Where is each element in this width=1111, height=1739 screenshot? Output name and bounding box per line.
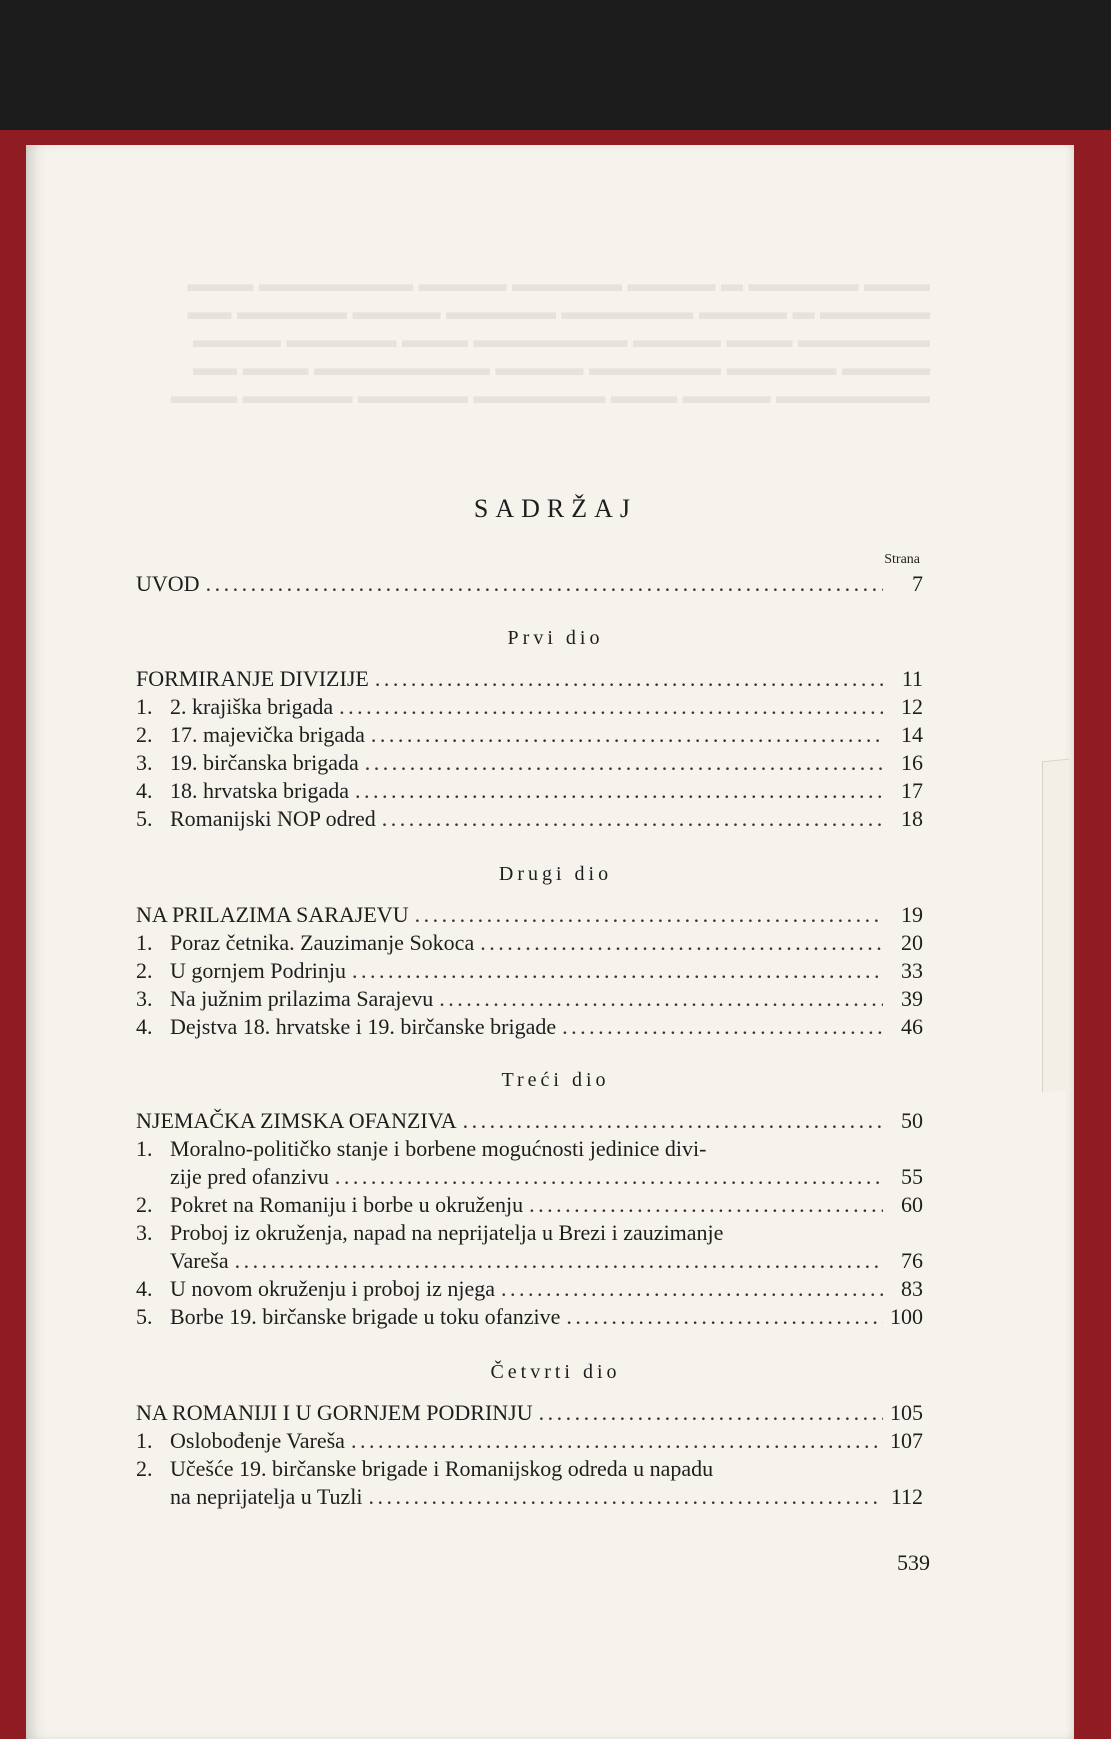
entry-number: 1. (136, 930, 153, 955)
entry-number: 4. (136, 778, 153, 803)
entry-number: 1. (136, 1428, 153, 1453)
toc-section (136, 901, 923, 929)
leader-dots (539, 1399, 883, 1427)
entry-number: 5. (136, 1304, 153, 1329)
toc-entry (136, 1013, 923, 1041)
toc-intro (136, 570, 923, 598)
part-label: Treći dio (501, 1069, 610, 1091)
section-title: NA ROMANIJI I U GORNJEM PODRINJU (136, 1400, 533, 1425)
leader-dots (382, 805, 883, 833)
entry-title: Poraz četnika. Zauzimanje Sokoca (170, 930, 475, 955)
entry-title: Učešće 19. birčanske brigade i Romanijskog odreda u napadu (170, 1456, 714, 1481)
section-page: 50 (901, 1108, 923, 1133)
entry-page: 107 (890, 1428, 923, 1453)
entry-title: Oslobođenje Vareša (170, 1428, 345, 1453)
entry-number: 3. (136, 1220, 153, 1245)
leader-dots (439, 985, 883, 1013)
entry-page: 100 (890, 1304, 923, 1329)
entry-number: 2. (136, 958, 153, 983)
toc-intro-page: 7 (912, 571, 923, 596)
entry-title: Dejstva 18. hrvatske i 19. birčanske brigade (170, 1014, 557, 1039)
strana-label: Strana (884, 552, 920, 567)
entry-page: 14 (901, 722, 923, 747)
entry-title: U gornjem Podrinju (170, 958, 346, 983)
entry-page: 12 (901, 694, 923, 719)
entry-number: 5. (136, 806, 153, 831)
toc-entry (136, 1427, 923, 1455)
leader-dots (235, 1247, 883, 1275)
leader-dots (352, 957, 883, 985)
part-label: Četvrti dio (490, 1361, 621, 1383)
part-label: Prvi dio (507, 627, 604, 649)
entry-title: Pokret na Romaniju i borbe u okruženju (170, 1192, 524, 1217)
entry-title: 19. birčanska brigada (170, 750, 359, 775)
toc-entry (136, 1191, 923, 1219)
section-page: 105 (890, 1400, 923, 1425)
leader-dots (339, 693, 883, 721)
paper-fold (1042, 759, 1069, 1093)
leader-dots (375, 665, 883, 693)
toc-entry (136, 777, 923, 805)
toc-entry (136, 1455, 923, 1483)
leader-dots (351, 1427, 883, 1455)
entry-title-continued: na neprijatelja u Tuzli (170, 1484, 363, 1509)
section-page: 19 (901, 902, 923, 927)
entry-number: 4. (136, 1014, 153, 1039)
entry-page: 76 (901, 1248, 923, 1273)
entry-number: 1. (136, 1136, 153, 1161)
entry-page: 55 (901, 1164, 923, 1189)
leader-dots (335, 1163, 883, 1191)
toc-entry-continuation (170, 1163, 923, 1191)
toc-entry (136, 1275, 923, 1303)
page-title: SADRŽAJ (473, 494, 638, 523)
toc-entry (136, 957, 923, 985)
entry-title: 2. krajiška brigada (170, 694, 334, 719)
toc-entry (136, 721, 923, 749)
toc-section (136, 1399, 923, 1427)
entry-title: Borbe 19. birčanske brigade u toku ofanzive (170, 1304, 561, 1329)
entry-title: Na južnim prilazima Sarajevu (170, 986, 434, 1011)
leader-dots (355, 777, 883, 805)
entry-page: 39 (901, 986, 923, 1011)
leader-dots (480, 929, 883, 957)
entry-title: Moralno-političko stanje i borbene mogućnosti jedinice divi- (170, 1136, 707, 1161)
section-page: 11 (901, 666, 923, 691)
entry-number: 2. (136, 1192, 153, 1217)
leader-dots (371, 721, 883, 749)
toc-section (136, 665, 923, 693)
page-number: 539 (897, 1550, 930, 1575)
entry-page: 20 (901, 930, 923, 955)
entry-number: 2. (136, 722, 153, 747)
bleed-through-text: ▬▬▬ ▬▬▬▬▬ ▬ ▬▬▬▬ ▬▬▬▬▬ ▬▬▬▬ ▬▬▬▬▬▬▬ ▬▬▬ ▬▬▬▬▬ ▬ ▬▬▬▬ ▬▬▬▬▬▬ ▬▬▬▬▬ ▬▬▬▬ ▬▬▬▬▬ ▬▬ ▬▬▬▬▬▬ ▬▬▬ ▬▬▬▬ ▬▬▬▬▬▬▬ ▬▬▬ ▬▬▬▬▬ ▬▬▬▬ ▬▬▬▬ ▬▬▬▬▬ ▬▬▬▬▬▬ ▬▬▬▬ ▬▬▬▬▬▬▬▬ ▬▬▬ ▬▬ ▬▬▬▬▬▬▬ ▬▬▬▬ ▬▬▬ ▬▬▬▬▬▬ ▬▬▬▬▬ ▬▬▬▬▬ ▬▬▬ (171, 271, 930, 408)
toc-entry (136, 693, 923, 721)
toc-entry (136, 1303, 923, 1331)
entry-number: 2. (136, 1456, 153, 1481)
entry-page: 83 (901, 1276, 923, 1301)
entry-page: 18 (901, 806, 923, 831)
toc-entry (136, 805, 923, 833)
entry-number: 3. (136, 750, 153, 775)
leader-dots (529, 1191, 883, 1219)
entry-title: 17. majevička brigada (170, 722, 365, 747)
entry-number: 1. (136, 694, 153, 719)
leader-dots (206, 570, 883, 598)
toc-intro-title: UVOD (136, 571, 200, 596)
entry-title: Romanijski NOP odred (170, 806, 376, 831)
entry-page: 60 (901, 1192, 923, 1217)
entry-title: U novom okruženju i proboj iz njega (170, 1276, 496, 1301)
toc-entry-continuation (170, 1247, 923, 1275)
toc-entry (136, 1135, 923, 1163)
entry-page: 46 (901, 1014, 923, 1039)
part-label: Drugi dio (498, 863, 613, 885)
section-title: FORMIRANJE DIVIZIJE (136, 666, 369, 691)
toc-entry (136, 929, 923, 957)
leader-dots (463, 1107, 883, 1135)
leader-dots (368, 1483, 883, 1511)
leader-dots (562, 1013, 883, 1041)
entry-number: 4. (136, 1276, 153, 1301)
entry-page: 17 (901, 778, 923, 803)
toc-entry (136, 749, 923, 777)
entry-title-continued: zije pred ofanzivu (170, 1164, 329, 1189)
section-title: NJEMAČKA ZIMSKA OFANZIVA (136, 1108, 457, 1133)
entry-page: 33 (901, 958, 923, 983)
entry-title: 18. hrvatska brigada (170, 778, 349, 803)
entry-title-continued: Vareša (170, 1248, 229, 1273)
section-title: NA PRILAZIMA SARAJEVU (136, 902, 409, 927)
leader-dots (365, 749, 883, 777)
toc-entry (136, 985, 923, 1013)
entry-page: 16 (901, 750, 923, 775)
leader-dots (501, 1275, 883, 1303)
toc-entry-continuation (170, 1483, 923, 1511)
leader-dots (566, 1303, 883, 1331)
toc-section (136, 1107, 923, 1135)
leader-dots (415, 901, 883, 929)
entry-number: 3. (136, 986, 153, 1011)
entry-title: Proboj iz okruženja, napad na neprijatelja u Brezi i zauzimanje (170, 1220, 724, 1245)
entry-page: 112 (890, 1484, 923, 1509)
toc-entry (136, 1219, 923, 1247)
